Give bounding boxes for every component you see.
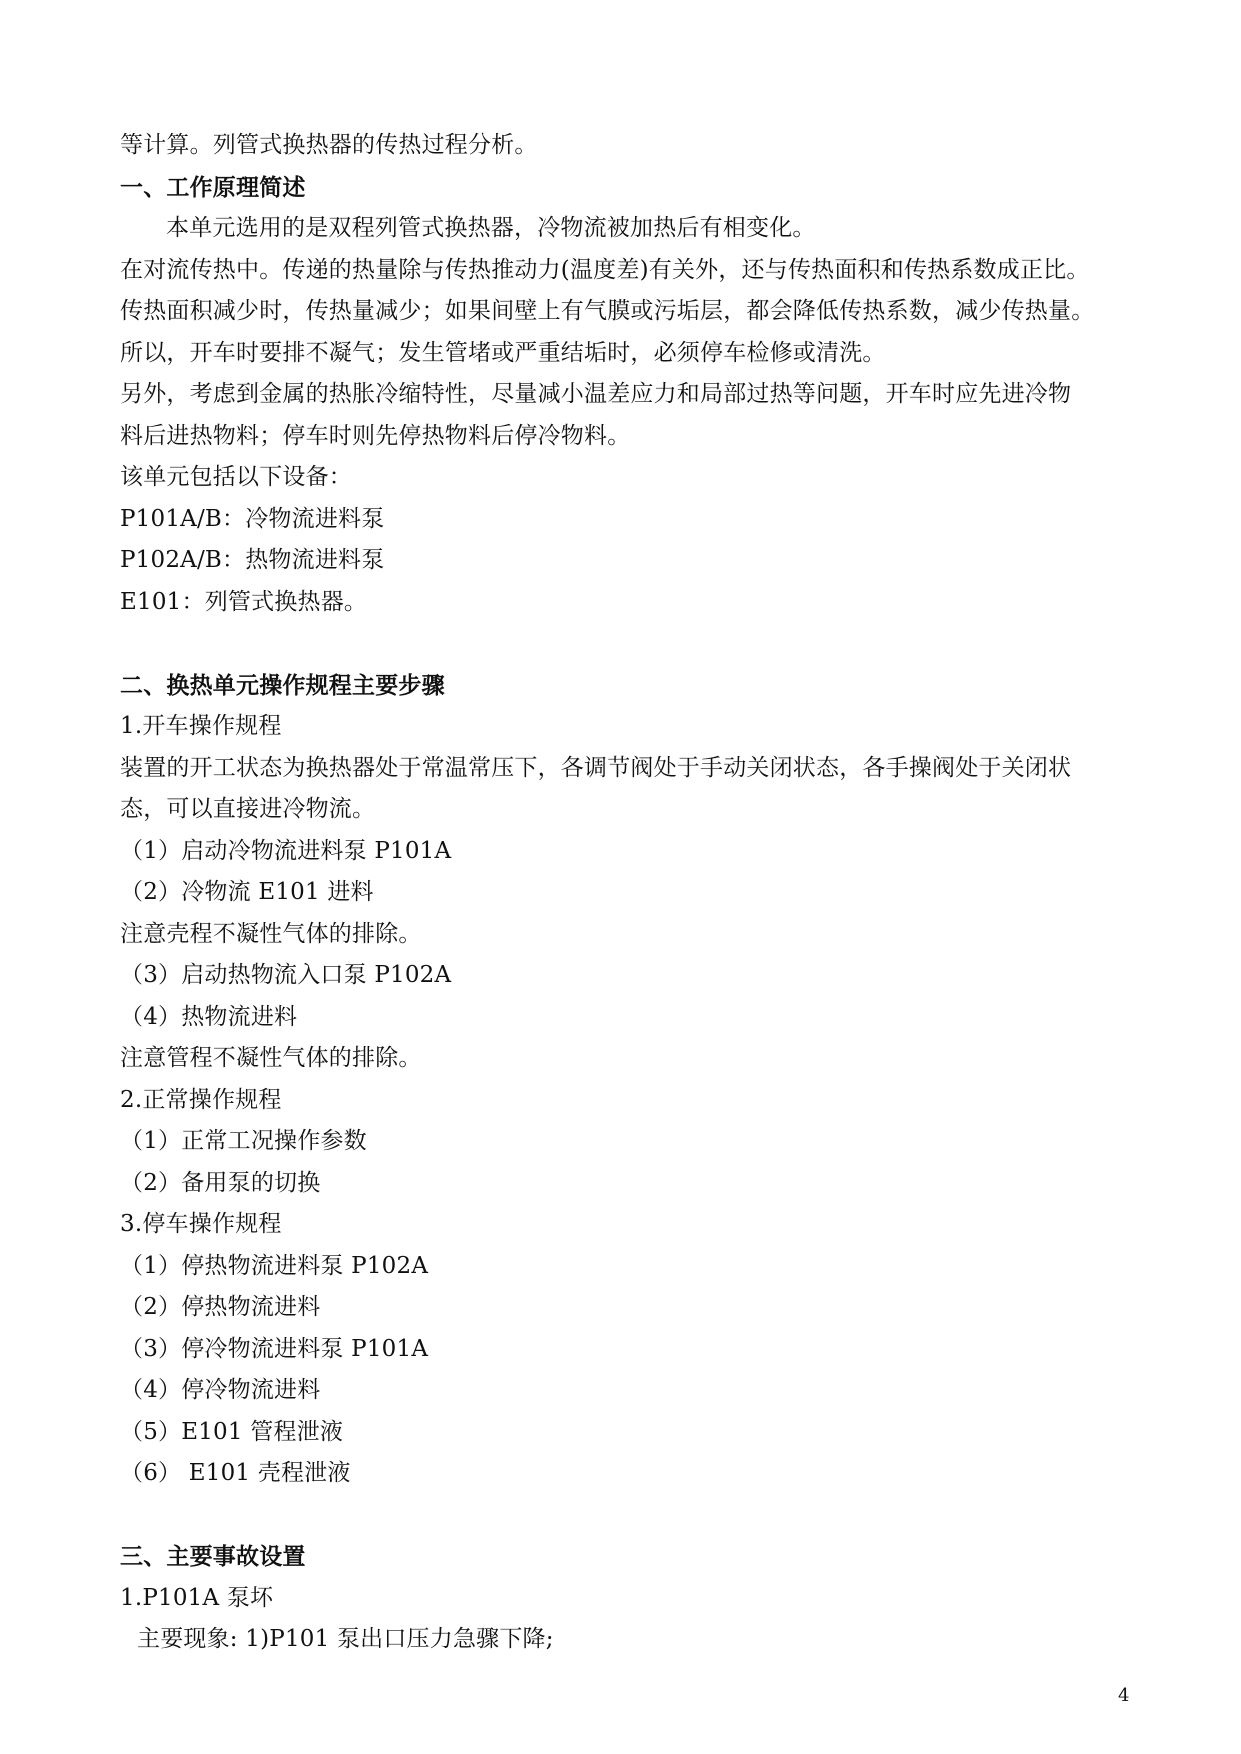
paragraph-line: （1）停热物流进料泵 P102A	[120, 1252, 429, 1279]
paragraph-line: （2）停热物流进料	[120, 1294, 321, 1320]
document-body	[120, 125, 1140, 1661]
paragraph-line: （3）停冷物流进料泵 P101A	[120, 1335, 429, 1362]
paragraph-line: 在对流传热中。传递的热量除与传热推动力(温度差)有关外，还与传热面积和传热系数成正比。	[120, 256, 1090, 283]
paragraph-line: E101：列管式换热器。	[120, 588, 368, 615]
section-heading: 一、工作原理简述	[120, 173, 306, 201]
paragraph-line: （5）E101 管程泄液	[120, 1418, 344, 1445]
section-heading: 三、主要事故设置	[120, 1543, 306, 1570]
paragraph-line: 2.正常操作规程	[120, 1086, 282, 1113]
page-number: 4	[1118, 1685, 1130, 1706]
paragraph-line: 料后进热物料；停车时则先停热物料后停冷物料。	[120, 422, 631, 449]
paragraph-line: （4）热物流进料	[120, 1003, 298, 1030]
paragraph-line: 主要现象: 1)P101 泵出口压力急骤下降;	[137, 1626, 554, 1652]
blank-line	[120, 1495, 1140, 1537]
paragraph-line: 所以，开车时要排不凝气；发生管堵或严重结垢时，必须停车检修或清洗。	[120, 339, 886, 366]
paragraph-line: 注意壳程不凝性气体的排除。	[120, 920, 422, 947]
blank-line	[120, 623, 1140, 665]
paragraph-line: 3.停车操作规程	[120, 1211, 282, 1237]
paragraph-line: 传热面积减少时，传热量减少；如果间壁上有气膜或污垢层，都会降低传热系数，减少传热量。	[120, 298, 1095, 324]
paragraph-line: 等计算。列管式换热器的传热过程分析。	[120, 132, 538, 158]
paragraph-line: 态，可以直接进冷物流。	[120, 796, 376, 822]
paragraph-line: （1）启动冷物流进料泵 P101A	[120, 837, 452, 864]
paragraph-line: （2）冷物流 E101 进料	[120, 879, 374, 905]
paragraph-line: P101A/B：冷物流进料泵	[120, 505, 385, 532]
paragraph-line: 装置的开工状态为换热器处于常温常压下，各调节阀处于手动关闭状态，各手操阀处于关闭状	[120, 754, 1072, 781]
paragraph-line: P102A/B：热物流进料泵	[120, 547, 385, 573]
paragraph-line: 注意管程不凝性气体的排除。	[120, 1045, 422, 1071]
paragraph-line: 另外，考虑到金属的热胀冷缩特性，尽量减小温差应力和局部过热等问题，开车时应先进冷物	[120, 381, 1072, 407]
paragraph-line: （2）备用泵的切换	[120, 1169, 321, 1196]
paragraph-line: 1.P101A 泵坏	[120, 1584, 274, 1611]
paragraph-line: 1.开车操作规程	[120, 713, 282, 739]
paragraph-line: （6） E101 壳程泄液	[120, 1460, 351, 1486]
paragraph-line: 本单元选用的是双程列管式换热器，冷物流被加热后有相变化。	[166, 215, 816, 241]
paragraph-line: 该单元包括以下设备：	[120, 464, 352, 490]
paragraph-line: （3）启动热物流入口泵 P102A	[120, 962, 452, 988]
paragraph-line: （4）停冷物流进料	[120, 1377, 321, 1403]
section-heading: 二、换热单元操作规程主要步骤	[120, 671, 445, 699]
paragraph-line: （1）正常工况操作参数	[120, 1128, 367, 1154]
